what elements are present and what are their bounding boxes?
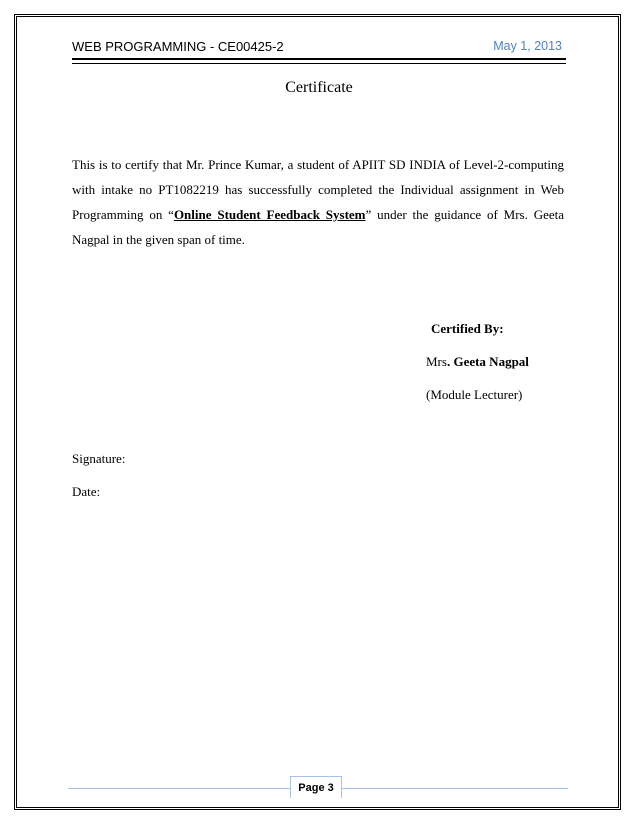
footer-rule-left [68, 788, 290, 789]
body-line-1: This is to certify that Mr. Prince Kumar, a student of APIIT SD INDIA of Level-2-computing [72, 157, 564, 172]
signature-label: Signature: [72, 451, 126, 466]
certified-by-label: Certified By: [431, 321, 504, 336]
body-line-2: with intake no PT1082219 has successfully completed the Individual assignment in Web [72, 182, 564, 197]
signer-title: Mrs [426, 354, 447, 369]
body-line-4: Nagpal in the given span of time. [72, 232, 245, 247]
date-label: Date: [72, 484, 101, 499]
header-rule-thick [72, 58, 566, 60]
page-title: Certificate [285, 79, 353, 96]
signer-full-name: . Geeta Nagpal [446, 354, 529, 369]
footer-rule-right [342, 788, 568, 789]
body-line-3-end: ” under the guidance of Mrs. Geeta [365, 207, 565, 222]
body-line-3-start: Programming on “ [72, 207, 174, 222]
header-rule-thin [72, 63, 566, 64]
header-date: May 1, 2013 [493, 39, 562, 53]
page-number: Page 3 [290, 776, 342, 798]
signer-role: (Module Lecturer) [426, 387, 523, 402]
page-border [14, 14, 621, 810]
header-course: WEB PROGRAMMING - CE00425-2 [72, 39, 284, 54]
certificate-body [72, 152, 564, 252]
signer-name [426, 354, 529, 370]
body-line-3 [72, 202, 564, 227]
project-name: Online Student Feedback System [173, 207, 366, 222]
